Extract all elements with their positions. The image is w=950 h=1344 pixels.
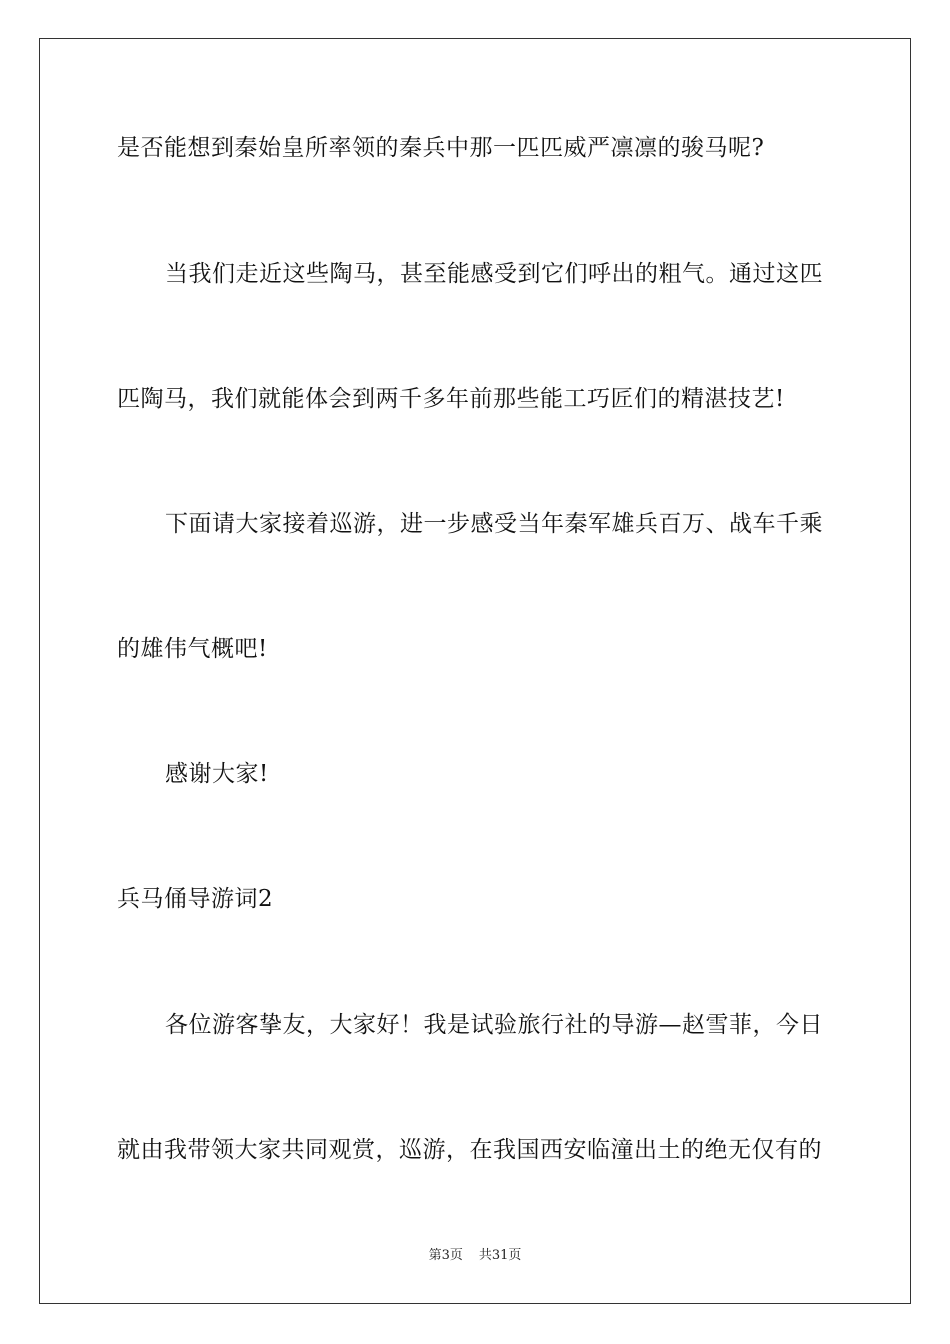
text-line-6: 感谢大家! (165, 761, 269, 787)
page-number-current: 第3页 (428, 1248, 463, 1263)
text-line-5: 的雄伟气概吧! (117, 636, 268, 662)
text-line-4: 下面请大家接着巡游，进一步感受当年秦军雄兵百万、战车千乘 (165, 511, 823, 537)
text-line-1: 是否能想到秦始皇所率领的秦兵中那一匹匹威严凛凛的骏马呢? (117, 135, 765, 161)
page-border (39, 38, 911, 1304)
text-line-9: 就由我带领大家共同观赏，巡游，在我国西安临潼出土的绝无仅有的 (117, 1137, 822, 1163)
text-line-8: 各位游客挚友，大家好！我是试验旅行社的导游—赵雪菲，今日 (165, 1012, 823, 1038)
page-footer (0, 1246, 950, 1266)
section-heading: 兵马俑导游词2 (117, 886, 274, 912)
text-line-3: 匹陶马，我们就能体会到两千多年前那些能工巧匠们的精湛技艺! (117, 386, 785, 412)
text-line-2: 当我们走近这些陶马，甚至能感受到它们呼出的粗气。通过这匹 (165, 261, 823, 287)
page-number-total: 共31页 (478, 1248, 522, 1263)
